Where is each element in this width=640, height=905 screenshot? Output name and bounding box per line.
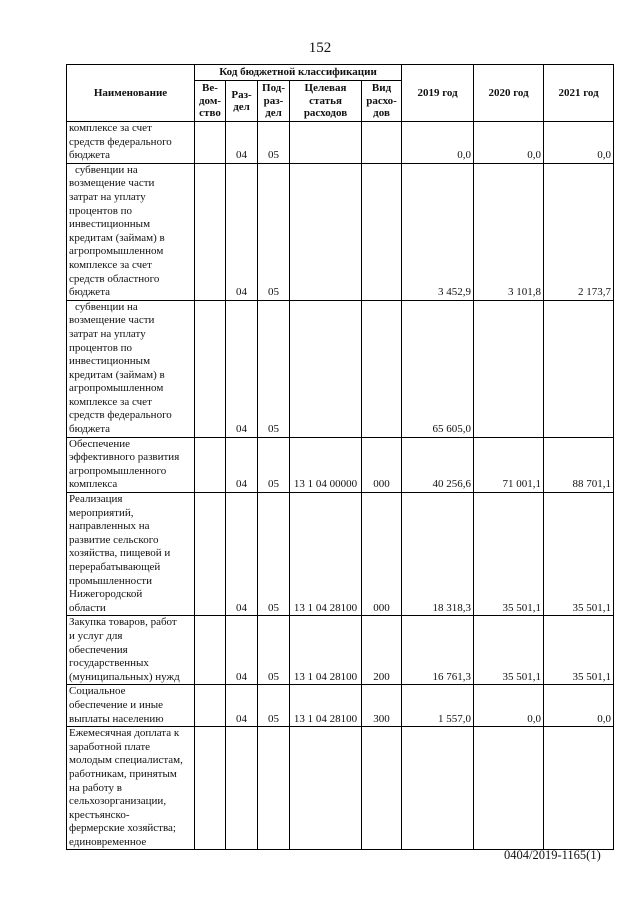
table-row [67,122,614,164]
header-name: Наименование [67,65,195,122]
row-amount-2021: 35 501,1 [544,493,614,616]
row-expense-type [362,163,402,300]
row-target-article [290,122,362,164]
row-expense-type [362,122,402,164]
row-vedomstvo [195,163,226,300]
row-name: Обеспечение эффективного развития агропромышленного комплекса [67,437,195,492]
row-expense-type: 200 [362,616,402,685]
row-amount-2019: 40 256,6 [402,437,474,492]
table-row [67,493,614,616]
row-podrazdel: 05 [258,685,290,727]
row-target-article [290,300,362,437]
row-amount-2019: 0,0 [402,122,474,164]
table-row [67,437,614,492]
row-razdel: 04 [226,493,258,616]
row-name: Реализация мероприятий, направленных на развитие сельского хозяйства, пищевой и перерабатывающей промышленности Нижегородской области [67,493,195,616]
row-razdel: 04 [226,616,258,685]
row-name: комплексе за счет средств федерального бюджета [67,122,195,164]
row-amount-2019: 1 557,0 [402,685,474,727]
row-amount-2021 [544,300,614,437]
row-razdel [226,727,258,850]
row-podrazdel: 05 [258,437,290,492]
row-target-article: 13 1 04 28100 [290,616,362,685]
row-target-article [290,163,362,300]
row-target-article [290,727,362,850]
table-body [67,122,614,850]
row-razdel: 04 [226,437,258,492]
header-2020: 2020 год [474,65,544,122]
row-amount-2020: 35 501,1 [474,616,544,685]
header-row-top [67,65,614,81]
row-target-article: 13 1 04 00000 [290,437,362,492]
header-podrazdel: Под- раз- дел [258,81,290,122]
row-expense-type: 000 [362,493,402,616]
header-target-article: Целевая статья расходов [290,81,362,122]
row-vedomstvo [195,300,226,437]
header-2021: 2021 год [544,65,614,122]
row-podrazdel: 05 [258,163,290,300]
row-name: Ежемесячная доплата к заработной плате молодым специалистам, работникам, принятым на работу в сельхозорганизации, крестьянско- фермерские хозяйства; единовременное [67,727,195,850]
table-row [67,300,614,437]
table-row [67,727,614,850]
row-amount-2021 [544,727,614,850]
header-expense-type: Вид расхо- дов [362,81,402,122]
row-name: Социальное обеспечение и иные выплаты населению [67,685,195,727]
page-number: 152 [308,40,332,56]
row-amount-2020: 0,0 [474,122,544,164]
row-vedomstvo [195,727,226,850]
row-amount-2019: 3 452,9 [402,163,474,300]
row-expense-type: 000 [362,437,402,492]
row-expense-type [362,300,402,437]
row-amount-2020: 0,0 [474,685,544,727]
budget-table [66,64,614,850]
row-razdel: 04 [226,163,258,300]
header-vedomstvo: Ве- дом- ство [195,81,226,122]
row-amount-2021: 2 173,7 [544,163,614,300]
table-row [67,616,614,685]
row-expense-type [362,727,402,850]
header-budget-classification: Код бюджетной классификации [195,65,402,81]
row-target-article: 13 1 04 28100 [290,493,362,616]
row-razdel: 04 [226,122,258,164]
header-razdel: Раз- дел [226,81,258,122]
row-name: Закупка товаров, работ и услуг для обеспечения государственных (муниципальных) нужд [67,616,195,685]
row-podrazdel: 05 [258,300,290,437]
row-podrazdel [258,727,290,850]
row-razdel: 04 [226,685,258,727]
row-amount-2019: 16 761,3 [402,616,474,685]
row-amount-2021: 0,0 [544,685,614,727]
row-expense-type: 300 [362,685,402,727]
row-podrazdel: 05 [258,122,290,164]
row-amount-2020: 3 101,8 [474,163,544,300]
row-amount-2020: 35 501,1 [474,493,544,616]
header-2019: 2019 год [402,65,474,122]
row-vedomstvo [195,437,226,492]
row-amount-2021: 0,0 [544,122,614,164]
row-amount-2020 [474,300,544,437]
row-vedomstvo [195,685,226,727]
document-code: 0404/2019-1165(1) [504,848,601,862]
row-razdel: 04 [226,300,258,437]
row-amount-2021: 88 701,1 [544,437,614,492]
row-amount-2019 [402,727,474,850]
row-amount-2019: 18 318,3 [402,493,474,616]
row-amount-2019: 65 605,0 [402,300,474,437]
row-vedomstvo [195,616,226,685]
row-vedomstvo [195,493,226,616]
row-name: субвенции на возмещение части затрат на уплату процентов по инвестиционным кредитам (займам) в агропромышленном комплексе за счет средств областного бюджета [67,163,195,300]
row-podrazdel: 05 [258,493,290,616]
row-vedomstvo [195,122,226,164]
table-row [67,685,614,727]
row-name: субвенции на возмещение части затрат на уплату процентов по инвестиционным кредитам (займам) в агропромышленном комплексе за счет средств федерального бюджета [67,300,195,437]
row-podrazdel: 05 [258,616,290,685]
row-amount-2021: 35 501,1 [544,616,614,685]
table-row [67,163,614,300]
row-amount-2020 [474,727,544,850]
row-amount-2020: 71 001,1 [474,437,544,492]
row-target-article: 13 1 04 28100 [290,685,362,727]
